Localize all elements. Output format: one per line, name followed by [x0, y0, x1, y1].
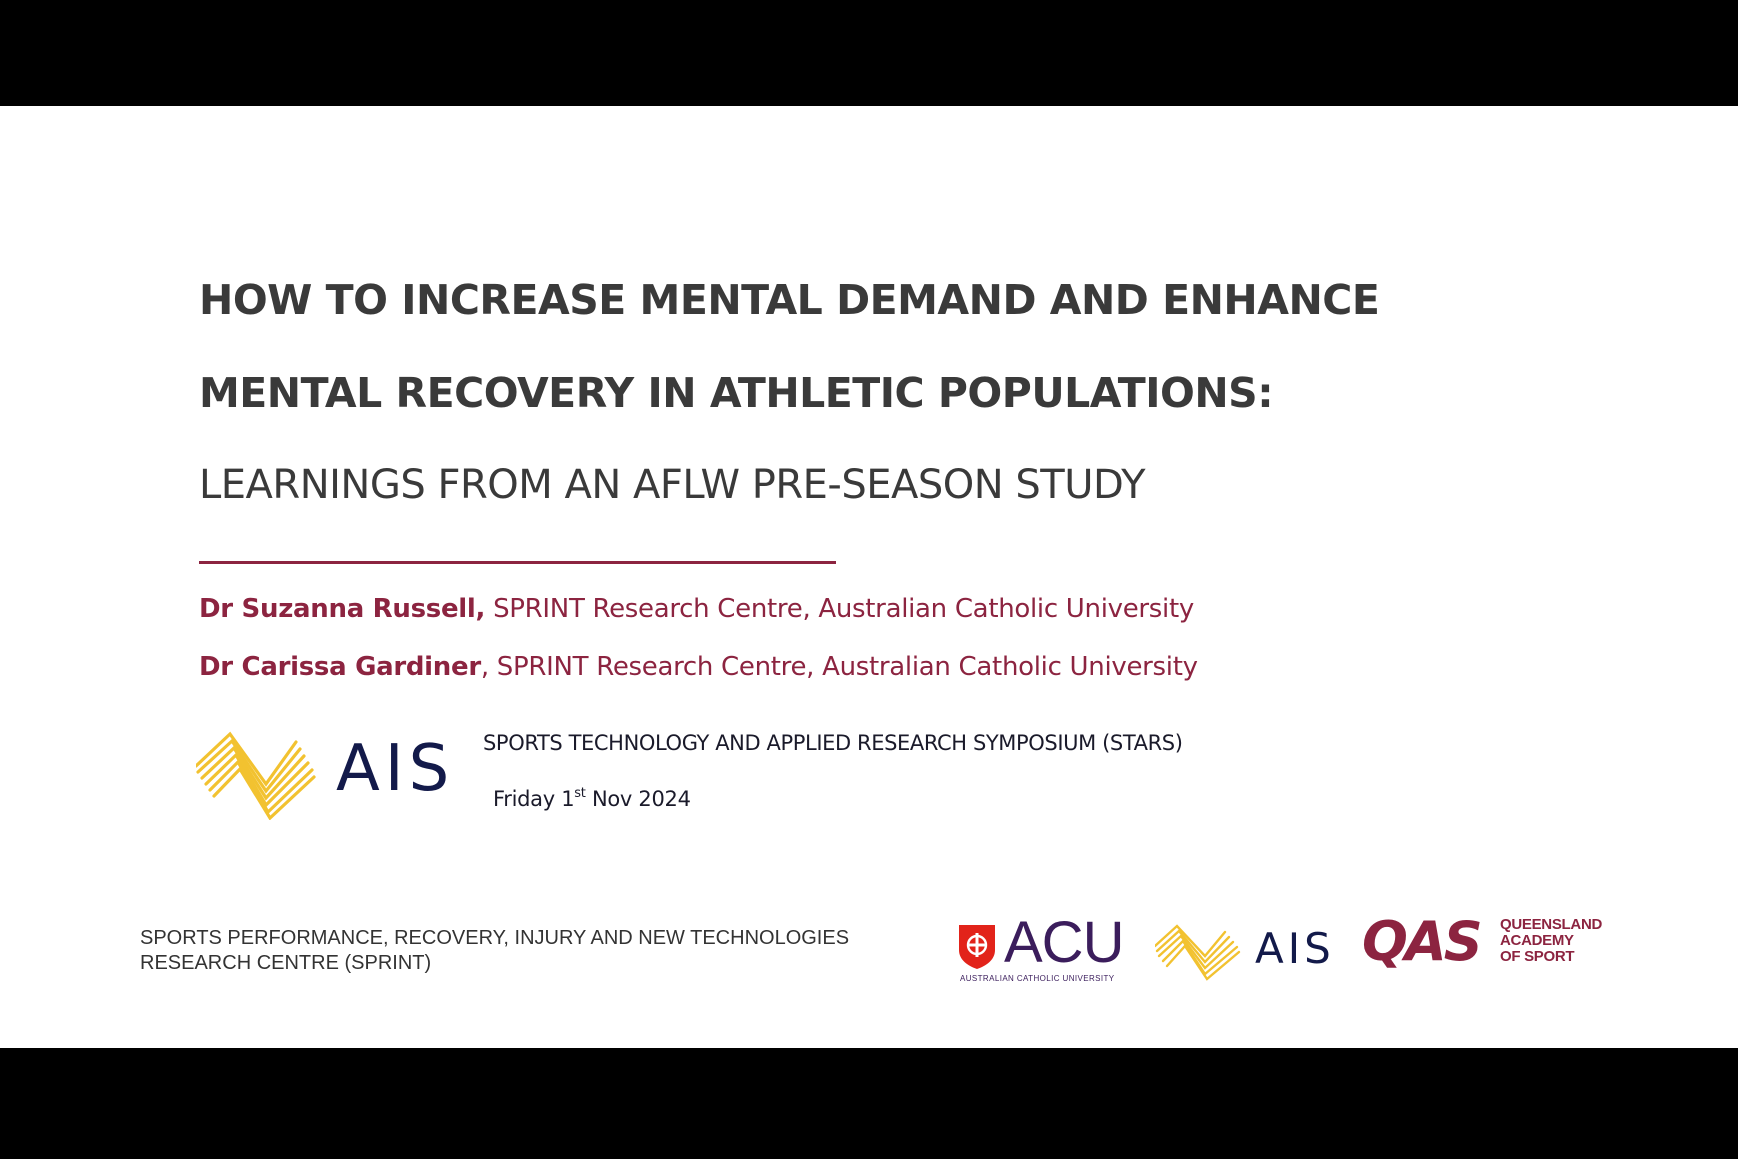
title-line-1: HOW TO INCREASE MENTAL DEMAND AND ENHANCE: [199, 276, 1380, 324]
acu-logo: [958, 912, 1138, 982]
sprint-centre-line-2: RESEARCH CENTRE (SPRINT): [140, 952, 432, 974]
author-2-affiliation: , SPRINT Research Centre, Australian Catholic University: [480, 652, 1198, 682]
event-date-prefix: Friday 1: [493, 787, 575, 811]
author-1-name: Dr Suzanna Russell,: [199, 594, 486, 624]
acu-shield-icon: [958, 924, 996, 970]
qas-logo-words: [1500, 917, 1602, 965]
title-line-2: MENTAL RECOVERY IN ATHLETIC POPULATIONS:: [199, 369, 1274, 417]
author-2-name: Dr Carissa Gardiner: [199, 652, 481, 682]
sprint-centre-line-1: SPORTS PERFORMANCE, RECOVERY, INJURY AND NEW TECHNOLOGIES: [140, 927, 850, 949]
qas-word-2: ACADEMY: [1500, 932, 1574, 949]
qas-logo: [1362, 912, 1612, 982]
ais-ribbon-small-icon: [1155, 918, 1241, 982]
divider: [199, 561, 836, 564]
symposium-name: SPORTS TECHNOLOGY AND APPLIED RESEARCH SYMPOSIUM (STARS): [483, 731, 1183, 755]
author-2: [199, 652, 1198, 682]
acu-logo-subtext: AUSTRALIAN CATHOLIC UNIVERSITY: [960, 974, 1115, 983]
event-date-ordinal: st: [574, 786, 586, 801]
qas-logo-mark: QAS: [1362, 910, 1480, 973]
event-date: [493, 786, 691, 811]
sprint-centre-name: [140, 926, 900, 976]
slide: [0, 106, 1738, 1048]
qas-word-1: QUEENSLAND: [1500, 916, 1603, 933]
author-1: [199, 594, 1194, 624]
ais-logo-text: AIS: [336, 732, 455, 806]
event-date-suffix: Nov 2024: [585, 787, 691, 811]
subtitle: LEARNINGS FROM AN AFLW PRE-SEASON STUDY: [199, 462, 1146, 508]
ais-footer-logo: [1155, 912, 1345, 984]
acu-logo-text: ACU: [1004, 910, 1124, 975]
ais-footer-logo-text: AIS: [1255, 924, 1335, 973]
author-1-affiliation: SPRINT Research Centre, Australian Catholic University: [485, 594, 1194, 624]
qas-word-3: OF SPORT: [1500, 948, 1575, 965]
ais-ribbon-logo-icon: [196, 720, 316, 820]
ais-logo: [196, 720, 460, 820]
